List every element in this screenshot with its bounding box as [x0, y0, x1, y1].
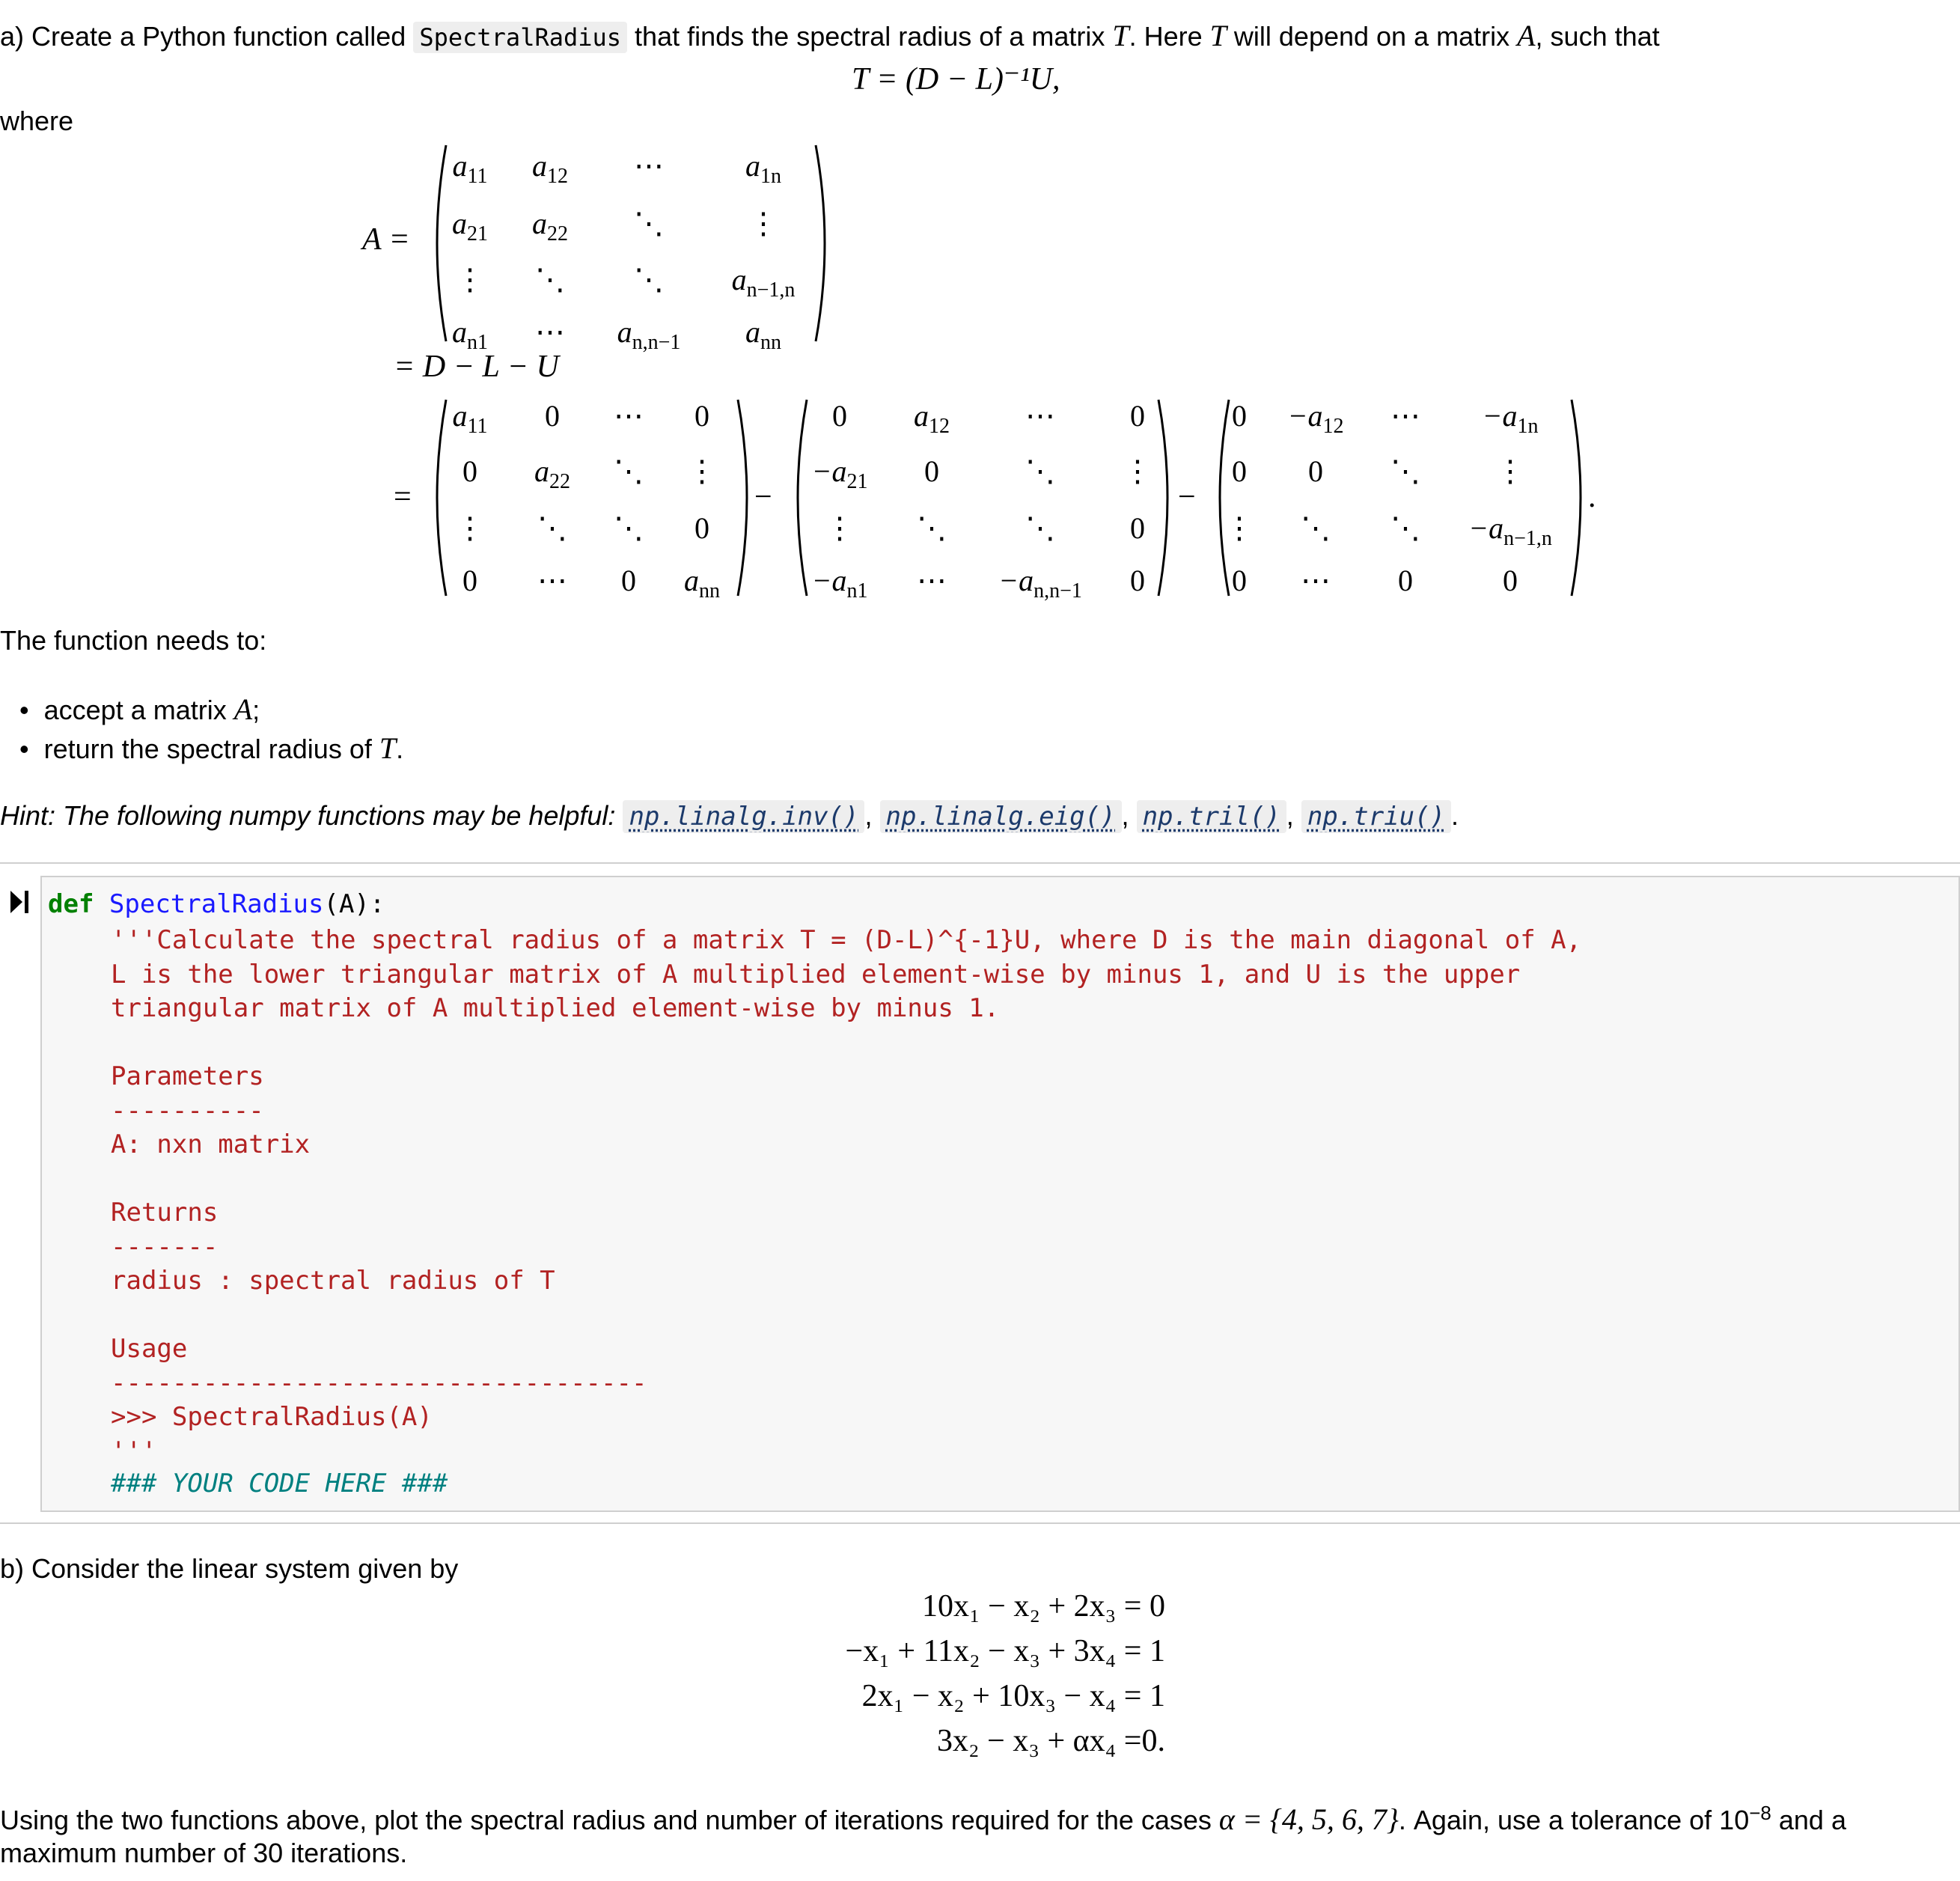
- matrix-A-cell: $a_{n,n-1}$: [617, 315, 681, 354]
- docstring-line[interactable]: Usage: [111, 1334, 188, 1364]
- matrix-A-left-paren: [424, 142, 454, 344]
- docstring-line[interactable]: A: nxn matrix: [111, 1129, 311, 1159]
- system-eq-4: 3x₂ − x₃ + αx₄ =0.: [937, 1724, 1165, 1758]
- link-np-linalg-eig[interactable]: np.linalg.eig(): [880, 800, 1122, 833]
- matrix-D-cell: 0: [621, 564, 636, 597]
- matrix-D-cell: ⋮: [687, 454, 717, 488]
- matrix-U-cell: 0: [1503, 564, 1518, 597]
- matrix-U-cell: 0: [1308, 454, 1323, 488]
- matrix-L-cell: 0: [1130, 511, 1145, 545]
- period: .: [1588, 480, 1596, 514]
- cell-divider-top: [0, 862, 1960, 864]
- part-a-intro: a) Create a Python function called SpectralRadius that finds the spectral radius of a matrix T. Here T will depend on a matrix A, such that: [0, 19, 1660, 52]
- matrix-A-cell: ⋱: [634, 263, 664, 296]
- matrix-L-cell: ⋮: [1123, 454, 1153, 488]
- matrix-U-cell: $-a_{n-1,n}$: [1468, 511, 1552, 550]
- where-label: where: [0, 106, 74, 136]
- matrix-A-cell: ⋯: [535, 315, 565, 349]
- bullet-1: • accept a matrix A;: [19, 692, 260, 726]
- matrix-U-cell: 0: [1232, 399, 1247, 433]
- matrix-L-cell: ⋯: [917, 564, 947, 597]
- matrix-U-cell: ⋯: [1390, 399, 1420, 433]
- matrix-D-cell: ⋱: [614, 454, 644, 488]
- docstring-line[interactable]: Parameters: [111, 1061, 264, 1091]
- code-def-line[interactable]: def SpectralRadius(A):: [48, 889, 385, 919]
- docstring-line[interactable]: ''': [111, 1436, 157, 1466]
- matrix-L-cell: 0: [1130, 399, 1145, 433]
- matrix-D-cell: ⋯: [614, 399, 644, 433]
- link-np-triu[interactable]: np.triu(): [1301, 800, 1451, 833]
- matrix-L-cell: ⋱: [1025, 454, 1055, 488]
- matrix-A-cell: $a_{12}$: [532, 149, 568, 188]
- system-eq-2: −x₁ + 11x₂ − x₃ + 3x₄ = 1: [845, 1634, 1165, 1668]
- minus-sign-2: −: [1178, 480, 1196, 514]
- matrix-L-left-paren: [784, 397, 814, 599]
- bullet-2: • return the spectral radius of T.: [19, 731, 404, 765]
- equals-sign: =: [394, 480, 412, 514]
- docstring-line[interactable]: Returns: [111, 1198, 219, 1228]
- matrix-L-cell: $a_{12}$: [914, 399, 950, 438]
- matrix-D-left-paren: [424, 397, 454, 599]
- cell-divider-bottom: [0, 1522, 1960, 1524]
- matrix-L-cell: 0: [924, 454, 939, 488]
- matrix-A-cell: ⋮: [455, 263, 485, 296]
- docstring-line[interactable]: triangular matrix of A multiplied element-wise by minus 1.: [111, 993, 1000, 1023]
- matrix-L-right-paren: [1151, 397, 1181, 599]
- minus-sign-1: −: [754, 480, 772, 514]
- matrix-U-cell: ⋮: [1495, 454, 1525, 488]
- matrix-A-right-paren: [808, 142, 838, 344]
- inline-code-spectralradius: SpectralRadius: [413, 22, 627, 53]
- system-eq-1: 10x₁ − x₂ + 2x₃ = 0: [922, 1589, 1165, 1624]
- matrix-D-cell: 0: [694, 399, 709, 433]
- matrix-U-cell: ⋯: [1301, 564, 1331, 597]
- matrix-A-cell: ⋱: [535, 263, 565, 296]
- matrix-L-cell: 0: [832, 399, 847, 433]
- matrix-L-cell: ⋯: [1025, 399, 1055, 433]
- equation-DLU: = D − L − U: [394, 350, 559, 384]
- matrix-U-cell: $-a_{12}$: [1287, 399, 1344, 438]
- matrix-L-cell: ⋱: [917, 511, 947, 545]
- matrix-A-cell: $a_{1n}$: [745, 149, 781, 188]
- A-equals-label: A =: [362, 222, 410, 257]
- matrix-A-cell: ⋯: [634, 149, 664, 183]
- part-b-intro: b) Consider the linear system given by: [0, 1553, 459, 1584]
- matrix-U-cell: 0: [1398, 564, 1413, 597]
- matrix-A-cell: $a_{n-1,n}$: [731, 263, 796, 302]
- matrix-L-cell: $-a_{n1}$: [811, 564, 868, 603]
- matrix-U-cell: $-a_{1n}$: [1482, 399, 1539, 438]
- matrix-U-cell: ⋱: [1390, 454, 1420, 488]
- matrix-D-cell: $a_{nn}$: [684, 564, 720, 603]
- matrix-A-cell: $a_{nn}$: [745, 315, 781, 354]
- needs-label: The function needs to:: [0, 625, 267, 656]
- matrix-L-cell: 0: [1130, 564, 1145, 597]
- system-eq-3: 2x₁ − x₂ + 10x₃ − x₄ = 1: [861, 1679, 1165, 1713]
- link-np-tril[interactable]: np.tril(): [1137, 800, 1286, 833]
- equation-T: T = (D − L)⁻¹U,: [852, 62, 1060, 97]
- matrix-D-cell: ⋯: [537, 564, 567, 597]
- bullet-dot: •: [19, 695, 29, 725]
- matrix-D-cell: 0: [545, 399, 560, 433]
- code-cell[interactable]: [40, 876, 1960, 1512]
- matrix-D-cell: 0: [462, 454, 477, 488]
- matrix-A-cell: $a_{21}$: [452, 207, 488, 246]
- docstring-line[interactable]: -----------------------------------: [111, 1368, 647, 1398]
- matrix-D-cell: ⋱: [614, 511, 644, 545]
- matrix-A-cell: $a_{11}$: [452, 149, 488, 188]
- docstring-line[interactable]: ----------: [111, 1095, 264, 1126]
- docstring-line[interactable]: '''Calculate the spectral radius of a matrix T = (D-L)^{-1}U, where D is the main diagonal of A,: [111, 925, 1582, 955]
- hint-line: Hint: The following numpy functions may be helpful: np.linalg.inv() , np.linalg.eig() , np.tril() , np.triu() .: [0, 800, 1459, 832]
- matrix-L-cell: $-a_{n,n-1}$: [998, 564, 1082, 603]
- matrix-D-cell: $a_{11}$: [452, 399, 488, 438]
- matrix-L-cell: $-a_{21}$: [811, 454, 868, 493]
- matrix-D-cell: ⋱: [537, 511, 567, 545]
- matrix-U-cell: ⋱: [1301, 511, 1331, 545]
- matrix-U-cell: ⋮: [1224, 511, 1254, 545]
- matrix-L-cell: ⋮: [825, 511, 855, 545]
- code-comment-line[interactable]: ### YOUR CODE HERE ###: [111, 1469, 448, 1499]
- matrix-D-cell: 0: [694, 511, 709, 545]
- matrix-A-cell: $a_{n1}$: [452, 315, 488, 354]
- matrix-A-cell: ⋱: [634, 207, 664, 240]
- docstring-line[interactable]: -------: [111, 1231, 219, 1262]
- docstring-line[interactable]: L is the lower triangular matrix of A multiplied element-wise by minus 1, and U is the upper: [111, 959, 1521, 990]
- part-b-outro-line-1: Using the two functions above, plot the spectral radius and number of iterations required for the cases α = {4, 5, 6, 7}. Again, use a tolerance of $10^{-8}$ and a: [0, 1802, 1846, 1836]
- link-np-linalg-inv[interactable]: np.linalg.inv(): [623, 800, 864, 833]
- bullet-dot: •: [19, 734, 29, 764]
- matrix-A-cell: ⋮: [748, 207, 778, 240]
- matrix-D-cell: ⋮: [455, 511, 485, 545]
- matrix-U-cell: 0: [1232, 454, 1247, 488]
- matrix-L-cell: ⋱: [1025, 511, 1055, 545]
- matrix-U-cell: 0: [1232, 564, 1247, 597]
- matrix-D-cell: $a_{22}$: [534, 454, 570, 493]
- matrix-A-cell: $a_{22}$: [532, 207, 568, 246]
- matrix-D-cell: 0: [462, 564, 477, 597]
- matrix-U-cell: ⋱: [1390, 511, 1420, 545]
- run-cell-icon[interactable]: [9, 889, 31, 915]
- docstring-line[interactable]: radius : spectral radius of T: [111, 1266, 555, 1296]
- docstring-line[interactable]: >>> SpectralRadius(A): [111, 1402, 433, 1432]
- part-b-outro-line-2: maximum number of 30 iterations.: [0, 1838, 408, 1868]
